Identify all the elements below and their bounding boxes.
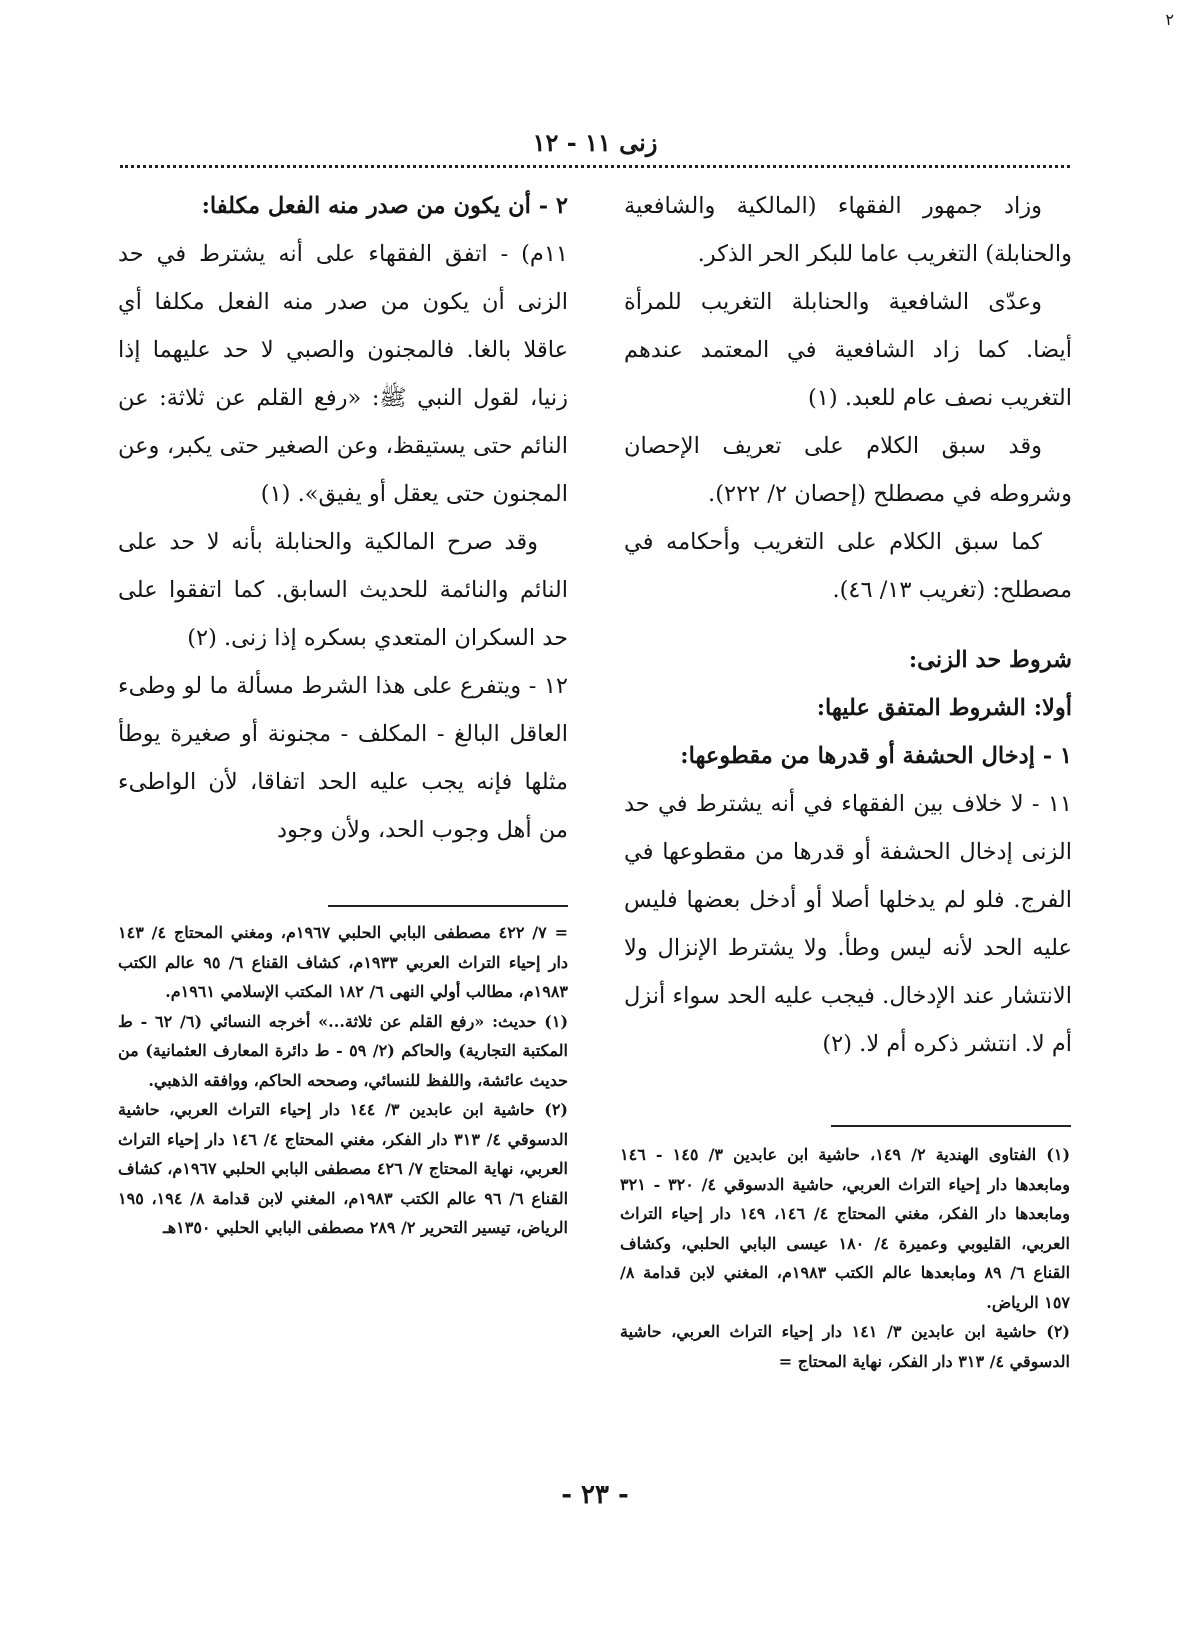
footnote-separator-right <box>831 1125 1071 1127</box>
condition-heading-1: ١ - إدخال الحشفة أو قدرها من مقطوعها: <box>680 743 1072 769</box>
section-heading-conditions: شروط حد الزنى: <box>908 647 1072 673</box>
corner-mark: ٢ <box>1165 10 1174 29</box>
paragraph-11m: ١١م) - اتفق الفقهاء على أنه يشترط في حد الزنى أن يكون من صدر منه الفعل مكلفا أي عاقلا بالغا. فالمجنون والصبي لا حد عليهما إذا زنيا، لقول النبي ﷺ: «رفع القلم عن ثلاثة: عن النائم حتى يستيقظ، وعن الصغير حتى يكبر، وعن المجنون حتى يعقل أو يفيق». (١) <box>118 241 568 507</box>
right-column <box>624 182 1072 1068</box>
running-head: زنى ١١ - ١٢ <box>532 128 658 157</box>
footnote-separator-left <box>328 905 568 907</box>
footnote-right-2: (٢) حاشية ابن عابدين ٣/ ١٤١ دار إحياء التراث العربي، حاشية الدسوقي ٤/ ٣١٣ دار الفكر، نهاية المحتاج = <box>620 1322 1070 1371</box>
paragraph-jumhur-taghrib: وزاد جمهور الفقهاء (المالكية والشافعية والحنابلة) التغريب عاما للبكر الحر الذكر. <box>624 193 1072 267</box>
condition-heading-2: ٢ - أن يكون من صدر منه الفعل مكلفا: <box>201 193 568 219</box>
footnote-right-1: (١) الفتاوى الهندية ٢/ ١٤٩، حاشية ابن عابدين ٣/ ١٤٥ - ١٤٦ ومابعدها دار إحياء التراث العربي، حاشية الدسوقي ٤/ ٣٢٠ - ٣٢١ ومابعدها دار الفكر، مغني المحتاج ٤/ ١٤٦، ١٤٩ دار إحياء التراث العربي، القليوبي وعميرة ٤/ ١٨٠ عيسى البابي الحلبي، وكشاف القناع ٦/ ٨٩ ومابعدها عالم الكتب ١٩٨٣م، المغني لابن قدامة ٨/ ١٥٧ الرياض. <box>620 1145 1071 1312</box>
footnote-left-2: (٢) حاشية ابن عابدين ٣/ ١٤٤ دار إحياء التراث العربي، حاشية الدسوقي ٤/ ٣١٣ دار الفكر، مغني المحتاج ٤/ ١٤٦ دار إحياء التراث العربي، نهاية المحتاج ٧/ ٤٢٦ مصطفى البابي الحلبي ١٩٦٧م، كشاف القناع ٦/ ٩٦ عالم الكتب ١٩٨٣م، المغني لابن قدامة ٨/ ١٩٤، ١٩٥ الرياض، تيسير التحرير ٢/ ٢٨٩ مصطفى البابي الحلبي ١٣٥٠هـ <box>118 1100 569 1237</box>
paragraph-11: ١١ - لا خلاف بين الفقهاء في أنه يشترط في حد الزنى إدخال الحشفة أو قدرها من مقطوعها في الفرج. فلو لم يدخلها أصلا أو أدخل بعضها فليس عليه الحد لأنه ليس وطأ. ولا يشترط الإنزال ولا الانتشار عند الإدخال. فيجب عليه الحد سواء أنزل أم لا. انتشر ذكره أم لا. (٢) <box>624 791 1072 1057</box>
subsection-heading-agreed-conditions: أولا: الشروط المتفق عليها: <box>816 695 1072 721</box>
page-number: - ٢٣ - <box>561 1480 629 1510</box>
paragraph-ihsan-reference: وقد سبق الكلام على تعريف الإحصان وشروطه في مصطلح (إحصان ٢/ ٢٢٢). <box>624 433 1072 507</box>
paragraph-maliki-hanbali: وقد صرح المالكية والحنابلة بأنه لا حد على النائم والنائمة للحديث السابق. كما اتفقوا على حد السكران المتعدي بسكره إذا زنى. (٢) <box>118 529 568 651</box>
paragraph-taghrib-reference: كما سبق الكلام على التغريب وأحكامه في مصطلح: (تغريب ١٣/ ٤٦). <box>624 529 1072 603</box>
paragraph-12: ١٢ - ويتفرع على هذا الشرط مسألة ما لو وطىء العاقل البالغ - المكلف - مجنونة أو صغيرة يوطأ مثلها فإنه يجب عليه الحد اتفاقا، لأن الواطىء من أهل وجوب الحد، ولأن وجود <box>118 673 568 843</box>
footnote-left-continued: = ٧/ ٤٢٢ مصطفى البابي الحلبي ١٩٦٧م، ومغني المحتاج ٤/ ١٤٣ دار إحياء التراث العربي ١٩٣٣م، كشاف القناع ٦/ ٩٥ عالم الكتب ١٩٨٣م، مطالب أولي النهى ٦/ ١٨٢ المكتب الإسلامي ١٩٦١م. <box>118 923 569 1001</box>
footnotes-left <box>118 918 568 1243</box>
footnote-left-1: (١) حديث: «رفع القلم عن ثلاثة...» أخرجه النسائي (٦/ ٦٢ - ط المكتبة التجارية) والحاكم (٢/ ٥٩ - ط دائرة المعارف العثمانية) من حديث عائشة، واللفظ للنسائي، وصححه الحاكم، ووافقه الذهبي. <box>118 1011 569 1090</box>
paragraph-shafiiyya-hanabila: وعدّى الشافعية والحنابلة التغريب للمرأة أيضا. كما زاد الشافعية في المعتمد عندهم التغريب نصف عام للعبد. (١) <box>624 289 1072 411</box>
left-column <box>118 182 568 854</box>
header-dotted-rule <box>120 165 1070 168</box>
footnotes-right <box>620 1140 1070 1376</box>
